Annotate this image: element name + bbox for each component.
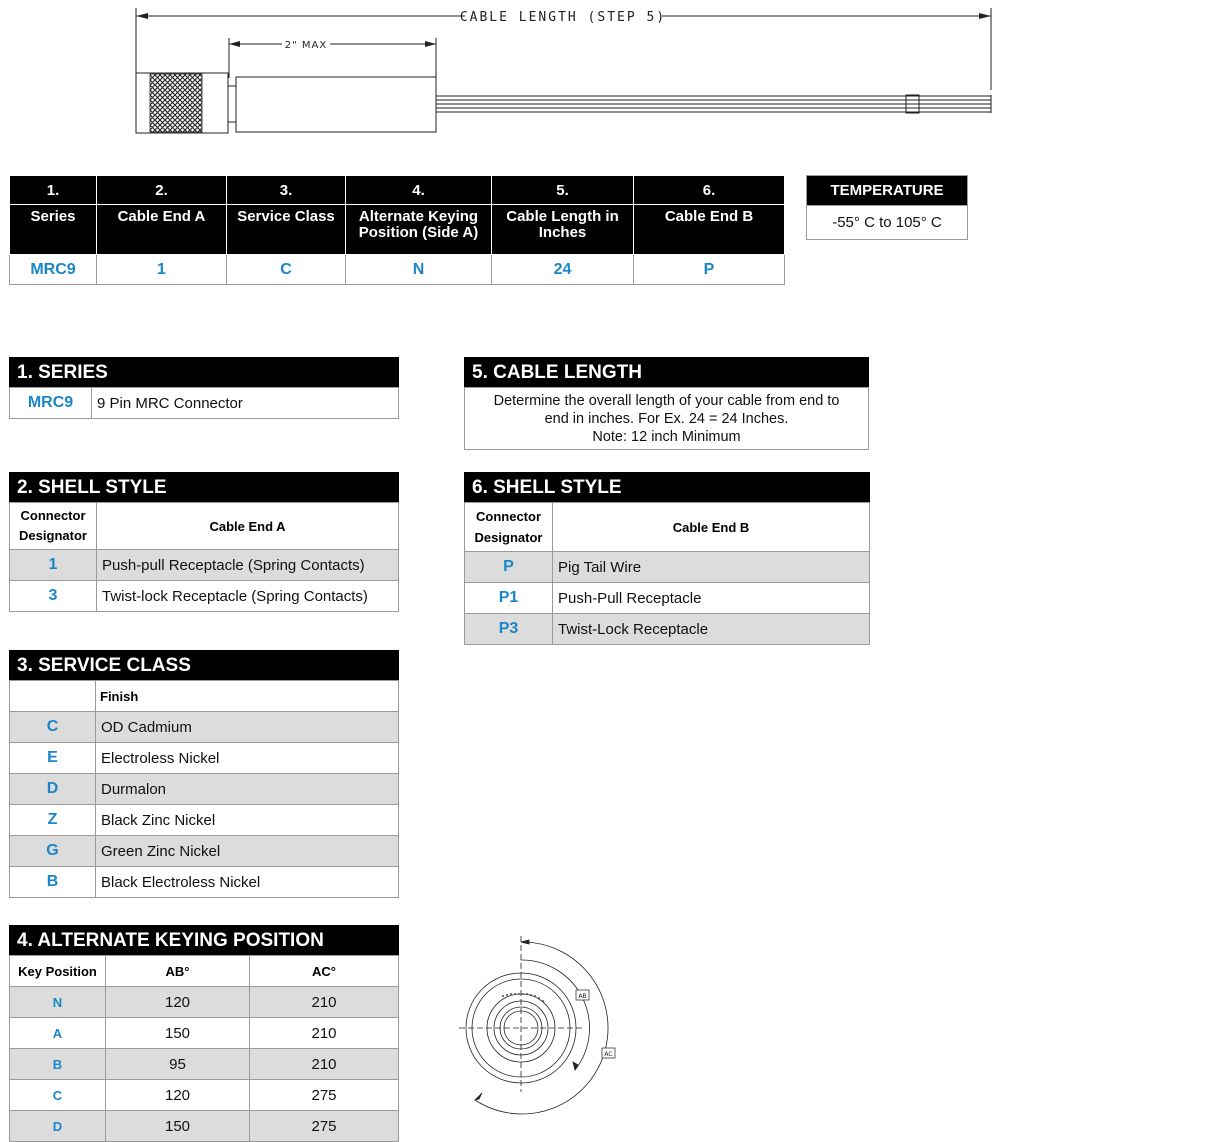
part-number-table	[9, 175, 785, 285]
pn-num-5: 5.	[492, 176, 634, 205]
table-row	[465, 614, 870, 645]
shell-b-col-cable-end: Cable End B	[553, 503, 870, 552]
service-class-code: E	[10, 743, 96, 774]
temperature-title: TEMPERATURE	[807, 176, 968, 206]
table-row	[10, 1080, 399, 1111]
pn-num-2: 2.	[97, 176, 227, 205]
table-row	[10, 1049, 399, 1080]
keying-ab: 120	[106, 987, 250, 1018]
shell-b-desc: Twist-Lock Receptacle	[553, 614, 870, 645]
temperature-value: -55° C to 105° C	[807, 206, 968, 240]
pn-label-cable-end-a: Cable End A	[97, 205, 227, 255]
keying-code: A	[10, 1018, 106, 1049]
table-row	[10, 581, 399, 612]
pn-value-cable-length: 24	[492, 255, 634, 285]
service-class-desc: Black Zinc Nickel	[96, 805, 399, 836]
keying-col-position: Key Position	[10, 956, 106, 987]
shell-b-code: P1	[465, 583, 553, 614]
temperature-table	[806, 175, 968, 240]
pn-value-service-class: C	[227, 255, 346, 285]
ac-tag: AC	[604, 1051, 613, 1058]
service-class-col-finish: Finish	[96, 681, 399, 712]
keying-ac: 210	[250, 1049, 399, 1080]
pn-num-4: 4.	[346, 176, 492, 205]
cable-assembly-drawing	[0, 0, 1224, 145]
shell-b-desc: Pig Tail Wire	[553, 552, 870, 583]
pn-num-6: 6.	[634, 176, 785, 205]
service-class-col-code	[10, 681, 96, 712]
shell-b-table	[464, 502, 870, 645]
shell-a-code: 3	[10, 581, 97, 612]
table-row	[10, 712, 399, 743]
table-row	[10, 867, 399, 898]
shell-a-col1-line1: Connector	[20, 508, 86, 523]
table-row	[10, 1111, 399, 1142]
pn-label-cable-length: Cable Length in Inches	[492, 205, 634, 255]
cable-length-title: 5. CABLE LENGTH	[464, 357, 869, 387]
keying-ac: 210	[250, 987, 399, 1018]
shell-a-title: 2. SHELL STYLE	[9, 472, 399, 502]
table-row	[10, 805, 399, 836]
shell-b-code: P	[465, 552, 553, 583]
shell-a-code: 1	[10, 550, 97, 581]
series-description: 9 Pin MRC Connector	[92, 388, 399, 419]
keying-code: B	[10, 1049, 106, 1080]
keying-table	[9, 955, 399, 1142]
table-row	[10, 774, 399, 805]
service-class-table	[9, 680, 399, 898]
pn-label-series: Series	[10, 205, 97, 255]
pn-value-series: MRC9	[10, 255, 97, 285]
max-length-label: 2" MAX	[284, 40, 328, 51]
service-class-code: C	[10, 712, 96, 743]
keying-ab: 150	[106, 1018, 250, 1049]
series-table	[9, 387, 399, 419]
keying-code: N	[10, 987, 106, 1018]
shell-a-col-cable-end: Cable End A	[97, 503, 399, 550]
service-class-title: 3. SERVICE CLASS	[9, 650, 399, 680]
service-class-code: G	[10, 836, 96, 867]
pn-value-cable-end-b: P	[634, 255, 785, 285]
service-class-desc: Durmalon	[96, 774, 399, 805]
series-title: 1. SERIES	[9, 357, 399, 387]
keying-code: D	[10, 1111, 106, 1142]
shell-b-desc: Push-Pull Receptacle	[553, 583, 870, 614]
keying-ac: 210	[250, 1018, 399, 1049]
cable-length-note	[464, 387, 869, 450]
service-class-desc: Green Zinc Nickel	[96, 836, 399, 867]
pn-label-service-class: Service Class	[227, 205, 346, 255]
shell-b-col1-line2: Designator	[474, 530, 543, 545]
keying-col-ab: AB°	[106, 956, 250, 987]
shell-a-desc: Twist-lock Receptacle (Spring Contacts)	[97, 581, 399, 612]
service-class-code: B	[10, 867, 96, 898]
pn-num-1: 1.	[10, 176, 97, 205]
keying-code: C	[10, 1080, 106, 1111]
shell-b-col-designator	[465, 503, 553, 552]
shell-a-col-designator	[10, 503, 97, 550]
table-row	[10, 550, 399, 581]
series-code: MRC9	[10, 388, 92, 419]
table-row	[10, 743, 399, 774]
keying-title: 4. ALTERNATE KEYING POSITION	[9, 925, 399, 955]
shell-a-desc: Push-pull Receptacle (Spring Contacts)	[97, 550, 399, 581]
pn-num-3: 3.	[227, 176, 346, 205]
table-row	[465, 583, 870, 614]
pn-value-cable-end-a: 1	[97, 255, 227, 285]
keying-ab: 150	[106, 1111, 250, 1142]
cable-length-label: CABLE LENGTH (STEP 5)	[459, 10, 667, 25]
service-class-desc: Electroless Nickel	[96, 743, 399, 774]
service-class-desc: OD Cadmium	[96, 712, 399, 743]
shell-a-table	[9, 502, 399, 612]
cable-length-line-1: Determine the overall length of your cable from end to	[493, 393, 840, 409]
keying-ab: 120	[106, 1080, 250, 1111]
keying-ac: 275	[250, 1111, 399, 1142]
shell-b-code: P3	[465, 614, 553, 645]
service-class-code: Z	[10, 805, 96, 836]
keying-ac: 275	[250, 1080, 399, 1111]
pn-label-cable-end-b: Cable End B	[634, 205, 785, 255]
service-class-code: D	[10, 774, 96, 805]
cable-length-line-2: end in inches. For Ex. 24 = 24 Inches.	[544, 411, 789, 427]
table-row	[465, 552, 870, 583]
keying-ab: 95	[106, 1049, 250, 1080]
service-class-desc: Black Electroless Nickel	[96, 867, 399, 898]
ab-tag: AB	[578, 993, 587, 1000]
table-row	[10, 987, 399, 1018]
pn-label-keying: Alternate Keying Position (Side A)	[346, 205, 492, 255]
shell-a-col1-line2: Designator	[19, 528, 87, 543]
cable-length-line-3: Note: 12 inch Minimum	[592, 429, 741, 445]
table-row	[10, 1018, 399, 1049]
shell-b-col1-line1: Connector	[476, 509, 541, 524]
table-row	[10, 836, 399, 867]
keying-col-ac: AC°	[250, 956, 399, 987]
keying-position-diagram	[455, 930, 630, 1125]
pn-value-keying: N	[346, 255, 492, 285]
shell-b-title: 6. SHELL STYLE	[464, 472, 870, 502]
